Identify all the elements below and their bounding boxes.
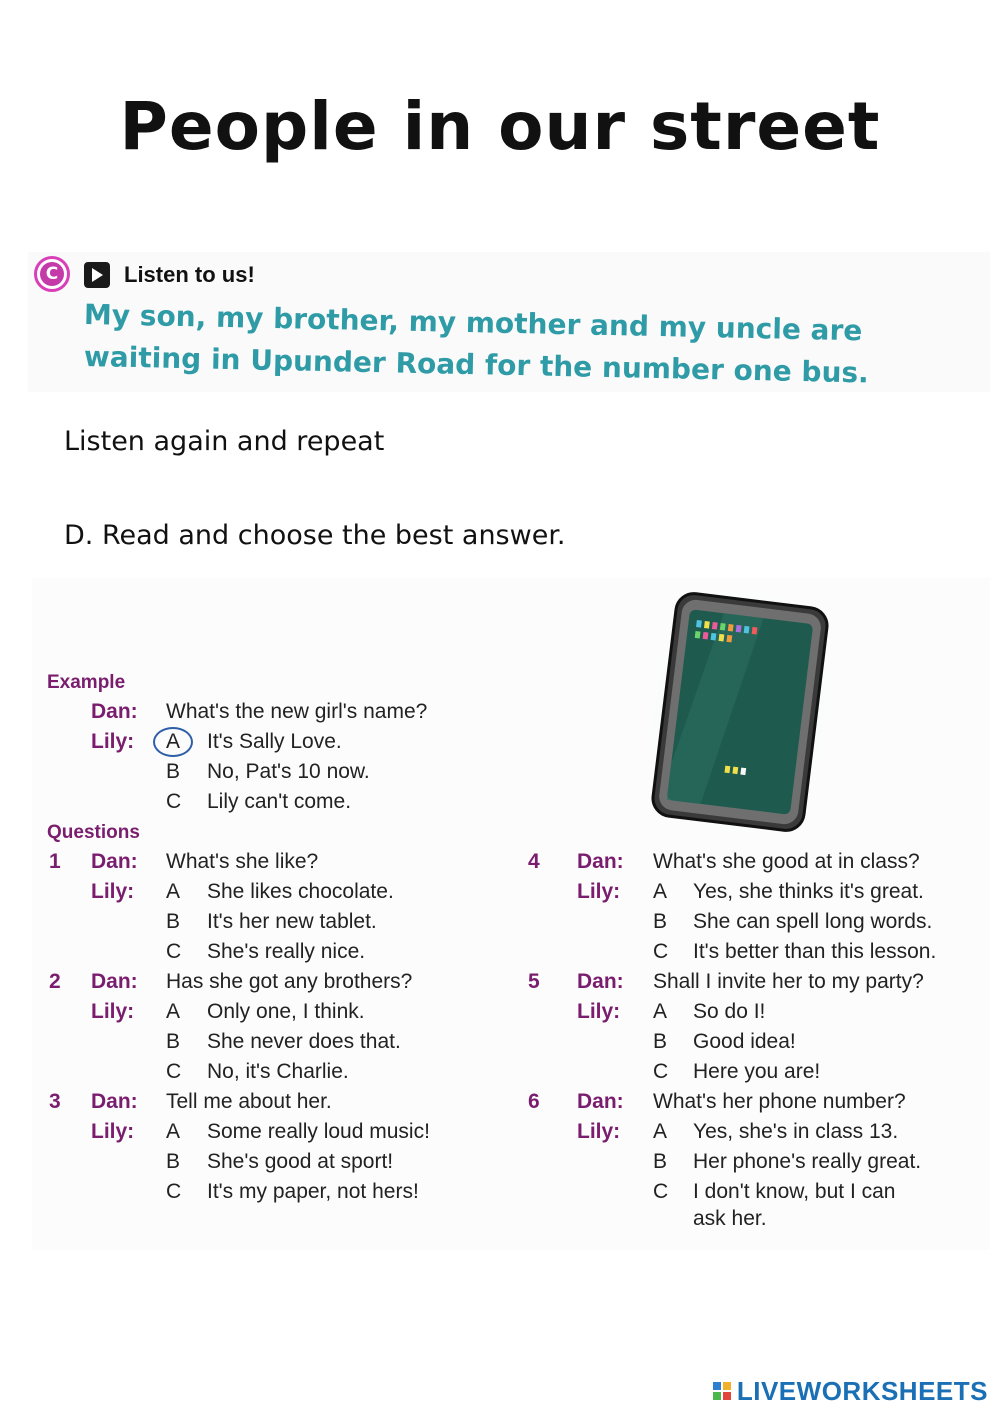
dan-label: Dan: [577, 1090, 624, 1113]
dan-label: Dan: [577, 850, 624, 873]
lily-label: Lily: [91, 880, 135, 903]
page-title: People in our street [119, 88, 881, 165]
option-letter[interactable]: C [166, 1060, 182, 1083]
question-text: Has she got any brothers? [166, 970, 413, 993]
option-text[interactable]: No, it's Charlie. [207, 1060, 349, 1083]
option-letter[interactable]: B [653, 1030, 668, 1053]
section-c [28, 252, 990, 392]
option-letter[interactable]: A [166, 1000, 181, 1023]
option-letter[interactable]: B [653, 1150, 668, 1173]
dan-label: Dan: [91, 1090, 138, 1113]
dan-label: Dan: [577, 970, 624, 993]
option-text[interactable]: Good idea! [693, 1030, 796, 1053]
question-text: Tell me about her. [166, 1090, 332, 1113]
option-text[interactable]: She's good at sport! [207, 1150, 394, 1173]
option-text[interactable]: She likes chocolate. [207, 880, 394, 903]
example-question: What's the new girl's name? [166, 700, 428, 723]
option-text-continuation[interactable]: ask her. [693, 1207, 767, 1230]
example-dan-label: Dan: [91, 700, 138, 723]
lily-label: Lily: [577, 1000, 621, 1023]
option-letter[interactable]: A [653, 1120, 668, 1143]
question-number: 2 [49, 970, 61, 993]
lily-label: Lily: [91, 1120, 135, 1143]
option-text[interactable]: Only one, I think. [207, 1000, 365, 1023]
option-letter[interactable]: C [653, 940, 669, 963]
listen-label: Listen to us! [124, 262, 255, 287]
section-d-heading: D. Read and choose the best answer. [64, 520, 566, 551]
option-text[interactable]: It's better than this lesson. [693, 940, 937, 963]
option-letter[interactable]: B [653, 910, 668, 933]
option-text[interactable]: Yes, she's in class 13. [693, 1120, 899, 1143]
tablet-illustration [638, 582, 842, 842]
tongue-twister-line-1: My son, my brother, my mother and my uncle are [83, 298, 863, 348]
option-text[interactable]: Her phone's really great. [693, 1150, 922, 1173]
section-c-badge: C [34, 256, 70, 292]
dan-label: Dan: [91, 850, 138, 873]
example-option-c: Lily can't come. [207, 790, 352, 813]
example-option-c-letter: C [166, 790, 182, 813]
questions-heading: Questions [47, 822, 140, 843]
liveworksheets-brand[interactable] [713, 1376, 988, 1406]
option-letter[interactable]: C [166, 940, 182, 963]
question-text: What's she good at in class? [653, 850, 920, 873]
question-text: What's her phone number? [653, 1090, 906, 1113]
option-text[interactable]: I don't know, but I can [693, 1180, 896, 1203]
option-letter[interactable]: A [166, 880, 181, 903]
instruction-repeat: Listen again and repeat [64, 426, 385, 457]
question-number: 5 [528, 970, 540, 993]
option-letter[interactable]: C [166, 1180, 182, 1203]
option-letter[interactable]: B [166, 1030, 181, 1053]
question-number: 6 [528, 1090, 540, 1113]
option-letter[interactable]: B [166, 910, 181, 933]
option-text[interactable]: It's her new tablet. [207, 910, 377, 933]
option-letter[interactable]: B [166, 1150, 181, 1173]
option-letter[interactable]: C [653, 1180, 669, 1203]
option-text[interactable]: Yes, she thinks it's great. [693, 880, 924, 903]
lily-label: Lily: [91, 1000, 135, 1023]
question-text: What's she like? [166, 850, 319, 873]
option-text[interactable]: Here you are! [693, 1060, 821, 1083]
option-letter[interactable]: A [166, 1120, 181, 1143]
example-option-a: It's Sally Love. [207, 730, 342, 753]
example-option-b-letter: B [166, 760, 181, 783]
lily-label: Lily: [577, 880, 621, 903]
option-text[interactable]: So do I! [693, 1000, 766, 1023]
lily-label: Lily: [577, 1120, 621, 1143]
option-letter[interactable]: A [653, 1000, 668, 1023]
option-text[interactable]: She's really nice. [207, 940, 366, 963]
example-option-b: No, Pat's 10 now. [207, 760, 370, 783]
question-text: Shall I invite her to my party? [653, 970, 924, 993]
question-number: 3 [49, 1090, 61, 1113]
play-icon[interactable] [84, 262, 110, 288]
question-number: 1 [49, 850, 61, 873]
tongue-twister-line-2: waiting in Upunder Road for the number one bus. [83, 340, 870, 390]
option-text[interactable]: She never does that. [207, 1030, 401, 1053]
example-option-a-letter: A [166, 730, 181, 753]
option-letter[interactable]: A [653, 880, 668, 903]
option-text[interactable]: She can spell long words. [693, 910, 933, 933]
liveworksheets-logo-icon [713, 1382, 731, 1400]
option-letter[interactable]: C [653, 1060, 669, 1083]
brand-text: LIVEWORKSHEETS [736, 1375, 988, 1406]
question-number: 4 [528, 850, 540, 873]
example-lily-label: Lily: [91, 730, 135, 753]
example-heading: Example [47, 672, 126, 693]
dan-label: Dan: [91, 970, 138, 993]
option-text[interactable]: Some really loud music! [207, 1120, 430, 1143]
option-text[interactable]: It's my paper, not hers! [207, 1180, 419, 1203]
